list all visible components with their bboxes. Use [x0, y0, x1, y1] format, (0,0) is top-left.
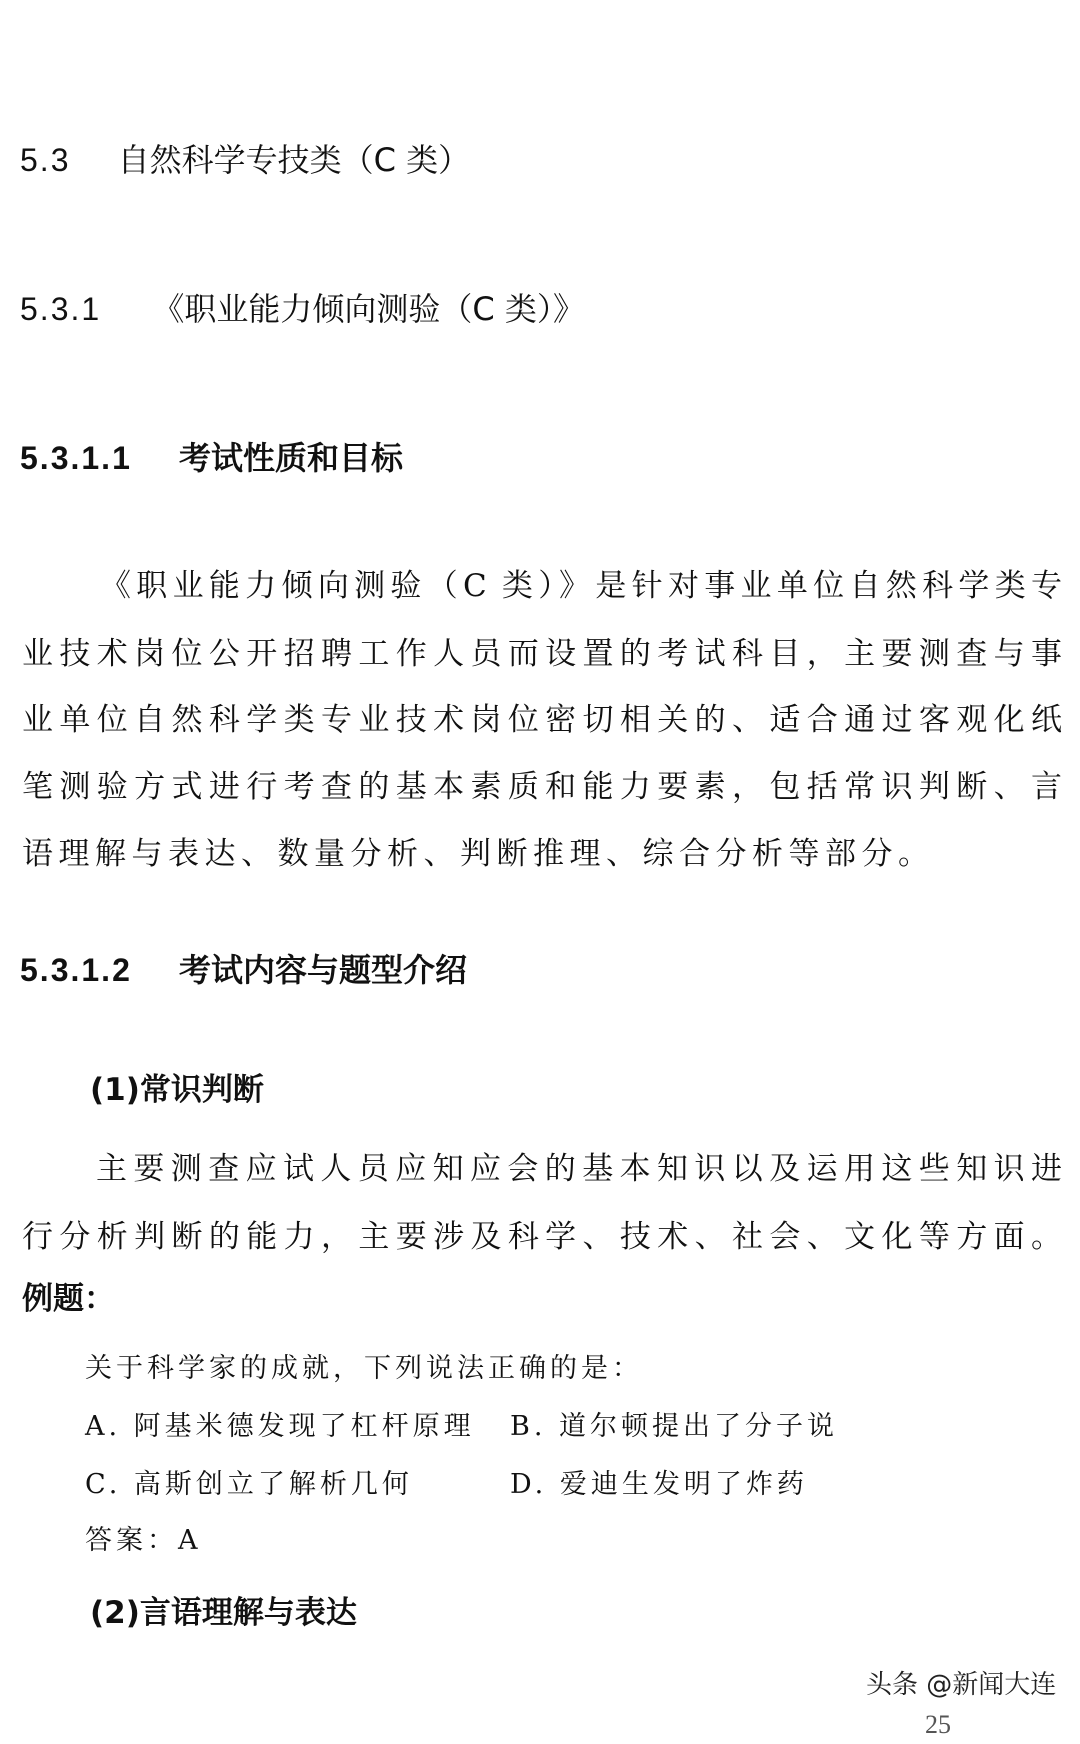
heading-title: 考试性质和目标 — [179, 439, 404, 477]
heading-number: 5.3.1 — [20, 291, 102, 327]
heading-5-3-1-1 — [20, 439, 404, 477]
intro-paragraph-line: 语理解与表达、数量分析、判断推理、综合分析等部分。 — [22, 836, 935, 872]
intro-paragraph-line: 笔测验方式进行考查的基本素质和能力要素，包括常识判断、言 — [22, 769, 1062, 805]
example-question: 关于科学家的成就，下列说法正确的是： — [85, 1353, 643, 1384]
intro-paragraph-line: 业单位自然科学类专业技术岗位密切相关的、适合通过客观化纸 — [22, 702, 1062, 738]
heading-5-3-1-2 — [20, 951, 468, 989]
heading-title: 考试内容与题型介绍 — [179, 951, 468, 989]
heading-title: 自然科学专技类（C 类） — [117, 141, 471, 179]
section-paragraph-line: 主要测查应试人员应知应会的基本知识以及运用这些知识进 — [96, 1151, 1062, 1187]
heading-title: 《职业能力倾向测验（C 类）》 — [152, 290, 585, 328]
heading-number: 5.3.1.2 — [20, 952, 132, 988]
example-answer: 答案：A — [85, 1525, 202, 1556]
option-b: B. 道尔顿提出了分子说 — [510, 1411, 839, 1442]
option-c: C. 高斯创立了解析几何 — [85, 1469, 413, 1500]
heading-number: 5.3 — [20, 142, 71, 178]
heading-number: 5.3.1.1 — [20, 440, 132, 476]
heading-5-3-1 — [20, 290, 585, 328]
intro-paragraph-line: 业技术岗位公开招聘工作人员而设置的考试科目，主要测查与事 — [22, 636, 1062, 672]
option-a: A. 阿基米德发现了杠杆原理 — [85, 1411, 475, 1442]
intro-paragraph-line: 《职业能力倾向测验（C 类）》是针对事业单位自然科学类专 — [100, 568, 1062, 604]
example-label: 例题： — [22, 1281, 115, 1317]
option-d: D. 爱迪生发明了炸药 — [510, 1469, 808, 1500]
page-number: 25 — [925, 1710, 951, 1739]
section-paragraph-line: 行分析判断的能力，主要涉及科学、技术、社会、文化等方面。 — [22, 1219, 1062, 1255]
section-common-sense-title: (1)常识判断 — [90, 1072, 264, 1108]
heading-5-3 — [20, 141, 471, 179]
watermark: 头条 @新闻大连 — [866, 1670, 1057, 1700]
section-verbal-title: (2)言语理解与表达 — [90, 1595, 357, 1631]
